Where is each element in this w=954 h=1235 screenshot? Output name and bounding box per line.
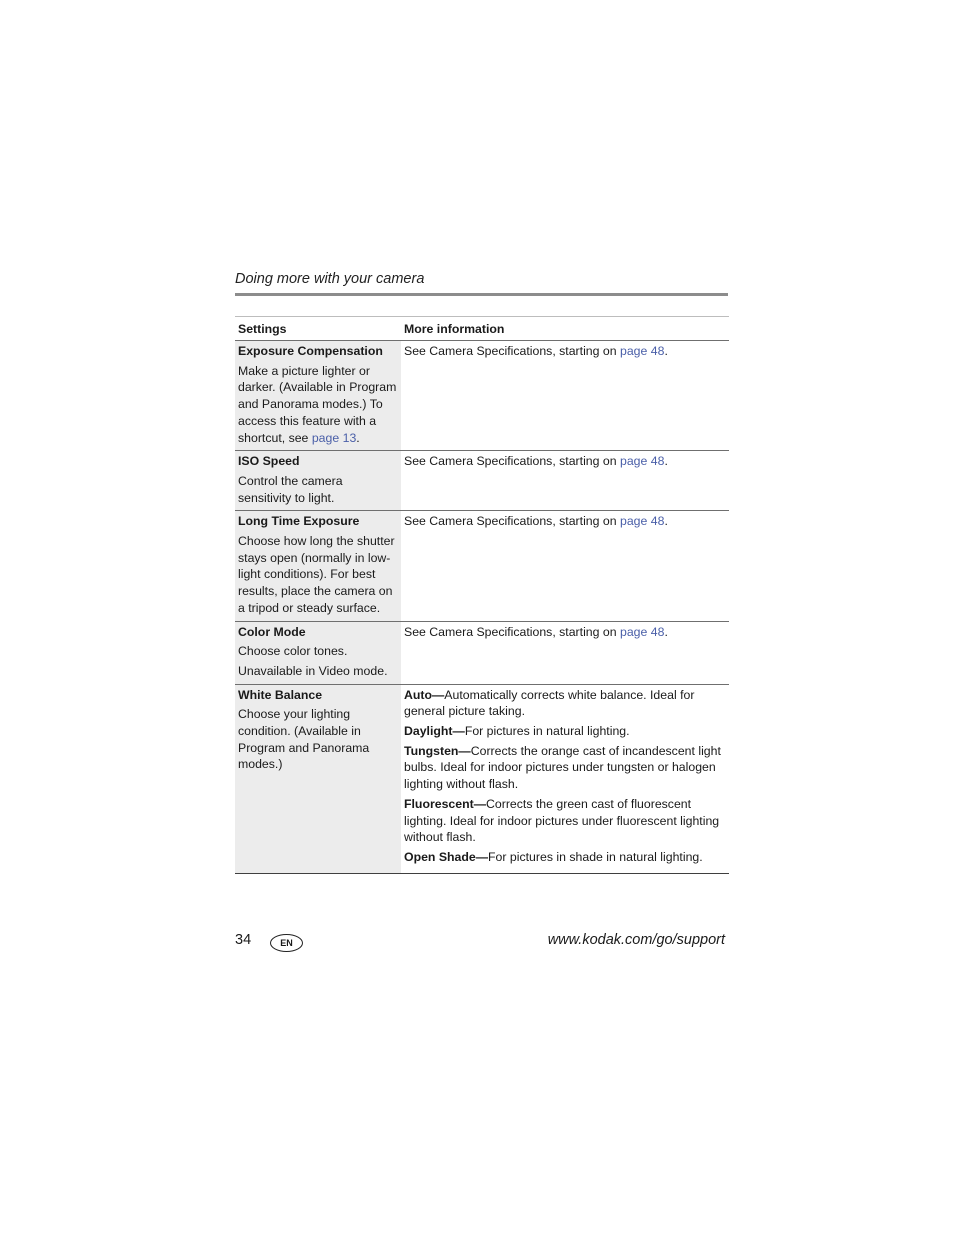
info-cell — [401, 511, 729, 621]
page-link[interactable]: page 48 — [620, 514, 665, 529]
table-row — [235, 511, 729, 621]
option-term: Tungsten— — [404, 743, 471, 758]
page-link[interactable]: page 48 — [620, 454, 665, 469]
setting-description — [238, 363, 397, 447]
info-text: See Camera Specifications, starting on — [404, 514, 620, 529]
option-text: Corrects the orange cast of incandescent light bulbs. Ideal for indoor pictures under tungsten or halogen lighting without flash. — [404, 743, 721, 792]
info-suffix: . — [664, 624, 668, 639]
setting-note: Unavailable in Video mode. — [238, 663, 388, 678]
setting-name: ISO Speed — [238, 454, 300, 469]
setting-name: Color Mode — [238, 624, 306, 639]
table-row — [235, 451, 729, 511]
language-badge: EN — [270, 934, 303, 952]
option-term: Auto— — [404, 687, 445, 702]
option-text: For pictures in shade in natural lighting. — [488, 849, 703, 864]
table-row — [235, 684, 729, 873]
page-link[interactable]: page 48 — [620, 624, 665, 639]
info-cell — [401, 451, 729, 511]
page-number: 34 — [235, 932, 252, 948]
setting-cell-iso-speed — [235, 451, 401, 511]
setting-name: White Balance — [238, 687, 323, 702]
setting-name: Long Time Exposure — [238, 514, 360, 529]
table-row — [235, 341, 729, 451]
option-term: Fluorescent— — [404, 796, 486, 811]
setting-cell-exposure-compensation — [235, 341, 401, 451]
white-balance-option-auto — [404, 687, 725, 720]
setting-description: Choose your lighting condition. (Available in Program and Panorama modes.) — [238, 707, 370, 772]
setting-cell-long-time-exposure — [235, 511, 401, 621]
running-head-title: Doing more with your camera — [235, 271, 425, 287]
info-suffix: . — [664, 344, 668, 358]
description-suffix: . — [356, 430, 360, 445]
info-cell — [401, 341, 729, 451]
info-suffix: . — [664, 514, 668, 529]
description-text: Make a picture lighter or darker. (Available in Program and Panorama modes.) To access this feature with a shortcut, see — [238, 363, 397, 445]
option-text: Automatically corrects white balance. Ideal for general picture taking. — [404, 687, 695, 719]
option-term: Daylight— — [404, 724, 465, 739]
setting-description: Choose how long the shutter stays open (normally in low-light conditions). For best results, place the camera on a tripod or steady surface. — [238, 534, 395, 615]
header-rule — [235, 293, 728, 296]
setting-cell-color-mode — [235, 621, 401, 684]
page-link[interactable]: page 48 — [620, 344, 665, 358]
setting-description: Choose color tones. — [238, 644, 348, 659]
support-url[interactable]: www.kodak.com/go/support — [547, 932, 725, 948]
white-balance-option-open-shade — [404, 849, 725, 866]
option-term: Open Shade— — [404, 849, 489, 864]
page-link[interactable]: page 13 — [311, 430, 357, 445]
white-balance-option-tungsten — [404, 743, 725, 793]
info-cell — [401, 684, 729, 873]
info-suffix: . — [664, 454, 668, 469]
setting-name: Exposure Compensation — [238, 344, 383, 358]
setting-description: Control the camera sensitivity to light. — [238, 473, 343, 505]
option-text: For pictures in natural lighting. — [464, 724, 630, 739]
white-balance-option-fluorescent — [404, 796, 725, 846]
info-text: See Camera Specifications, starting on — [404, 624, 620, 639]
info-text: See Camera Specifications, starting on — [404, 344, 620, 358]
table-row — [235, 621, 729, 684]
option-text: Corrects the green cast of fluorescent lighting. Ideal for indoor pictures under fluorescent lighting without flash. — [404, 796, 720, 845]
info-cell — [401, 621, 729, 684]
setting-cell-white-balance — [235, 684, 401, 873]
column-header-settings: Settings — [235, 317, 401, 341]
info-text: See Camera Specifications, starting on — [404, 454, 620, 469]
settings-table — [235, 316, 729, 874]
table-header-row — [235, 317, 729, 341]
white-balance-option-daylight — [404, 723, 725, 740]
column-header-more-information: More information — [401, 317, 729, 341]
